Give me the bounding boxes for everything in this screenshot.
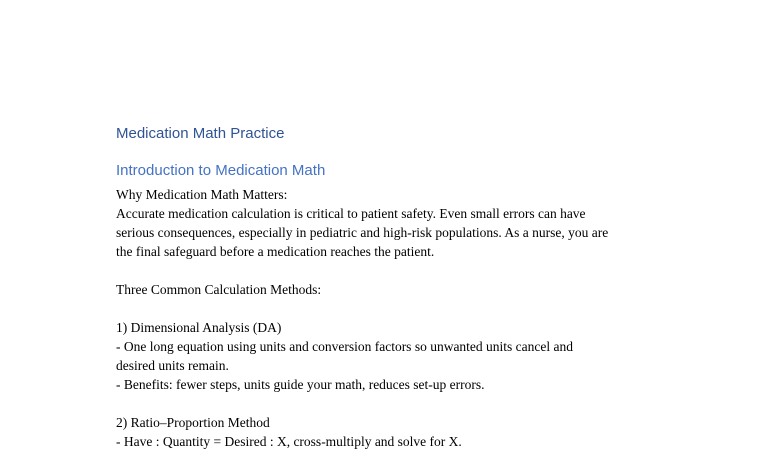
paragraph-line: Accurate medication calculation is critical to patient safety. Even small errors can have (116, 206, 586, 221)
paragraph-line: Why Medication Math Matters: (116, 187, 288, 202)
paragraph-line: the final safeguard before a medication reaches the patient. (116, 244, 435, 259)
paragraph-line: desired units remain. (116, 358, 229, 373)
document-content (116, 124, 676, 451)
blank-line (116, 261, 676, 280)
paragraph-line: - Benefits: fewer steps, units guide your math, reduces set-up errors. (116, 377, 485, 392)
paragraph-line: 2) Ratio–Proportion Method (116, 415, 270, 430)
paragraph-line: - Have : Quantity = Desired : X, cross-multiply and solve for X. (116, 434, 462, 449)
paragraph-line: 1) Dimensional Analysis (DA) (116, 320, 282, 335)
document-title: Medication Math Practice (116, 125, 285, 142)
blank-line (116, 299, 676, 318)
section-heading: Introduction to Medication Math (116, 162, 326, 179)
blank-line (116, 394, 676, 413)
paragraph-line: - One long equation using units and conversion factors so unwanted units cancel and (116, 339, 574, 354)
paragraph-line: Three Common Calculation Methods: (116, 282, 322, 297)
paragraph-line: serious consequences, especially in pediatric and high-risk populations. As a nurse, you are (116, 225, 609, 240)
